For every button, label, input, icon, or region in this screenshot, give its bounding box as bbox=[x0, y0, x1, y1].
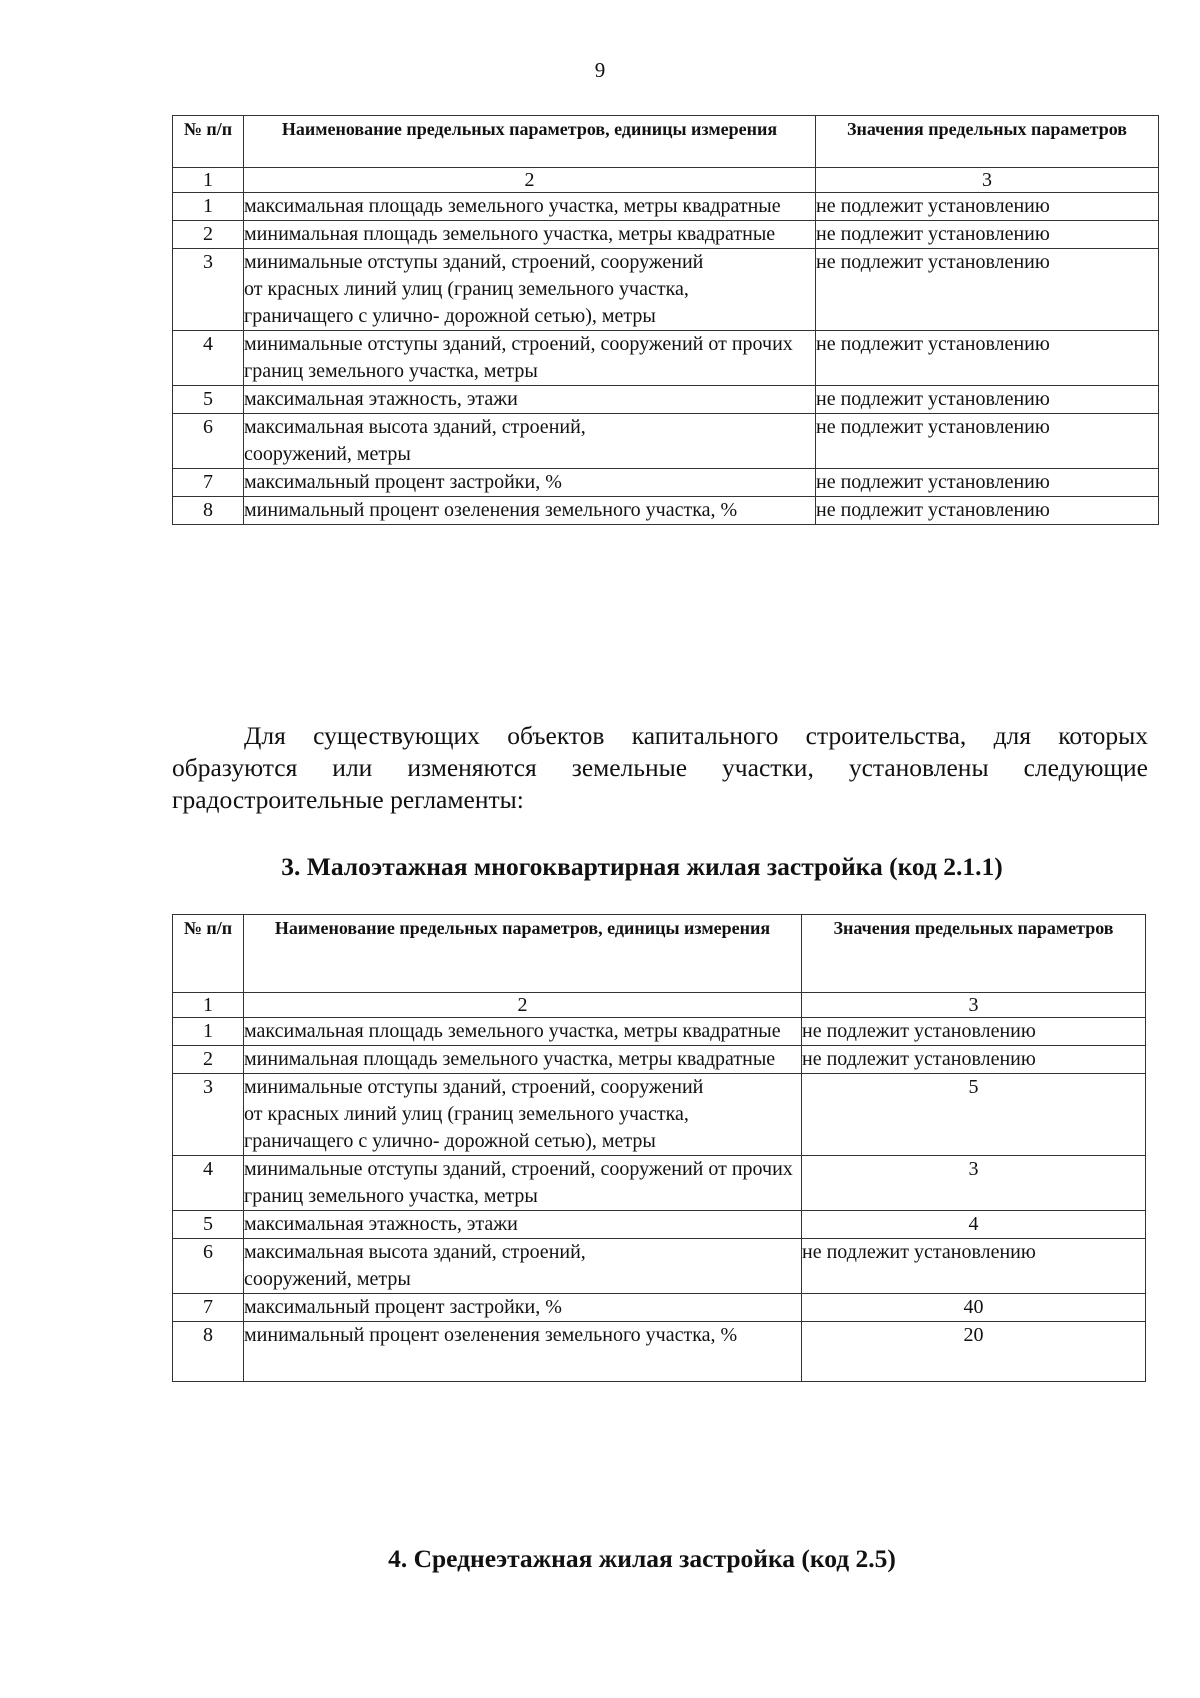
row-name: максимальная этажность, этажи bbox=[244, 386, 816, 414]
section-4-title: 4. Среднеэтажная жилая застройка (код 2.5) bbox=[388, 1544, 896, 1573]
row-name: минимальная площадь земельного участка, метры квадратные bbox=[244, 221, 816, 249]
table-header-row bbox=[173, 915, 1146, 993]
row-name: минимальные отступы зданий, строений, сооружений от прочих границ земельного участка, метры bbox=[244, 1156, 802, 1211]
table-header-row bbox=[173, 116, 1159, 168]
table-row bbox=[173, 1046, 1146, 1074]
row-num: 7 bbox=[173, 469, 244, 497]
row-value: не подлежит установлению bbox=[816, 331, 1159, 386]
index-cell: 3 bbox=[802, 993, 1146, 1018]
row-value: 4 bbox=[802, 1211, 1146, 1239]
index-cell: 1 bbox=[173, 168, 244, 193]
header-value: Значения предельных параметров bbox=[802, 915, 1146, 993]
table-row bbox=[173, 1018, 1146, 1046]
row-num: 2 bbox=[173, 1046, 244, 1074]
table-row bbox=[173, 331, 1159, 386]
row-num: 4 bbox=[173, 331, 244, 386]
paragraph-line: образуются или изменяются земельные участки, установлены следующие bbox=[172, 753, 1148, 782]
row-name: максимальная площадь земельного участка, метры квадратные bbox=[244, 193, 816, 221]
row-value: не подлежит установлению bbox=[802, 1239, 1146, 1294]
table-row bbox=[173, 386, 1159, 414]
header-num: № п/п bbox=[173, 116, 244, 168]
row-value: не подлежит установлению bbox=[816, 221, 1159, 249]
index-cell: 1 bbox=[173, 993, 244, 1018]
row-value: не подлежит установлению bbox=[816, 249, 1159, 331]
table-row bbox=[173, 1322, 1146, 1382]
row-num: 8 bbox=[173, 1322, 244, 1382]
row-name: максимальная высота зданий, строений, сооружений, метры bbox=[244, 414, 816, 469]
row-value: 20 bbox=[802, 1322, 1146, 1382]
paragraph-line: градостроительные регламенты: bbox=[172, 785, 524, 814]
row-value: не подлежит установлению bbox=[802, 1046, 1146, 1074]
row-num: 4 bbox=[173, 1156, 244, 1211]
row-name: максимальная площадь земельного участка, метры квадратные bbox=[244, 1018, 802, 1046]
table-index-row bbox=[173, 168, 1159, 193]
row-value: не подлежит установлению bbox=[816, 386, 1159, 414]
page-number: 9 bbox=[594, 58, 606, 82]
row-value: не подлежит установлению bbox=[816, 193, 1159, 221]
table-row bbox=[173, 1239, 1146, 1294]
row-name: максимальный процент застройки, % bbox=[244, 469, 816, 497]
table-row bbox=[173, 1294, 1146, 1322]
body-paragraph bbox=[172, 720, 1148, 816]
row-name: максимальная высота зданий, строений, сооружений, метры bbox=[244, 1239, 802, 1294]
row-num: 3 bbox=[173, 249, 244, 331]
table-row bbox=[173, 469, 1159, 497]
table-row bbox=[173, 414, 1159, 469]
table-row bbox=[173, 497, 1159, 525]
row-num: 6 bbox=[173, 414, 244, 469]
row-name: минимальный процент озеленения земельного участка, % bbox=[244, 1322, 802, 1382]
table-index-row bbox=[173, 993, 1146, 1018]
table-row bbox=[173, 1074, 1146, 1156]
header-value: Значения предельных параметров bbox=[816, 116, 1159, 168]
parameters-table-2 bbox=[172, 914, 1146, 1382]
section-3-title: 3. Малоэтажная многоквартирная жилая застройка (код 2.1.1) bbox=[281, 852, 1003, 881]
row-value: 40 bbox=[802, 1294, 1146, 1322]
row-num: 2 bbox=[173, 221, 244, 249]
row-name: минимальные отступы зданий, строений, сооружений от красных линий улиц (границ земельного участка, граничащего с улично- дорожной сетью), метры bbox=[244, 249, 816, 331]
row-name: минимальная площадь земельного участка, метры квадратные bbox=[244, 1046, 802, 1074]
row-num: 8 bbox=[173, 497, 244, 525]
row-value: не подлежит установлению bbox=[802, 1018, 1146, 1046]
index-cell: 3 bbox=[816, 168, 1159, 193]
row-num: 5 bbox=[173, 386, 244, 414]
row-name: минимальные отступы зданий, строений, сооружений от красных линий улиц (границ земельного участка, граничащего с улично- дорожной сетью), метры bbox=[244, 1074, 802, 1156]
row-name: максимальная этажность, этажи bbox=[244, 1211, 802, 1239]
row-num: 1 bbox=[173, 1018, 244, 1046]
row-value: 3 bbox=[802, 1156, 1146, 1211]
row-value: не подлежит установлению bbox=[816, 469, 1159, 497]
parameters-table-1 bbox=[172, 115, 1159, 525]
table-row bbox=[173, 249, 1159, 331]
row-value: не подлежит установлению bbox=[816, 414, 1159, 469]
row-name: максимальный процент застройки, % bbox=[244, 1294, 802, 1322]
row-num: 7 bbox=[173, 1294, 244, 1322]
row-name: минимальный процент озеленения земельного участка, % bbox=[244, 497, 816, 525]
row-num: 3 bbox=[173, 1074, 244, 1156]
row-value: 5 bbox=[802, 1074, 1146, 1156]
row-value: не подлежит установлению bbox=[816, 497, 1159, 525]
row-name: минимальные отступы зданий, строений, сооружений от прочих границ земельного участка, метры bbox=[244, 331, 816, 386]
table-row bbox=[173, 1156, 1146, 1211]
index-cell: 2 bbox=[244, 168, 816, 193]
table-row bbox=[173, 193, 1159, 221]
header-name: Наименование предельных параметров, единицы измерения bbox=[244, 915, 802, 993]
row-num: 5 bbox=[173, 1211, 244, 1239]
paragraph-line: Для существующих объектов капитального строительства, для которых bbox=[244, 721, 1148, 750]
table-row bbox=[173, 221, 1159, 249]
row-num: 1 bbox=[173, 193, 244, 221]
table-row bbox=[173, 1211, 1146, 1239]
index-cell: 2 bbox=[244, 993, 802, 1018]
row-num: 6 bbox=[173, 1239, 244, 1294]
header-num: № п/п bbox=[173, 915, 244, 993]
header-name: Наименование предельных параметров, единицы измерения bbox=[244, 116, 816, 168]
